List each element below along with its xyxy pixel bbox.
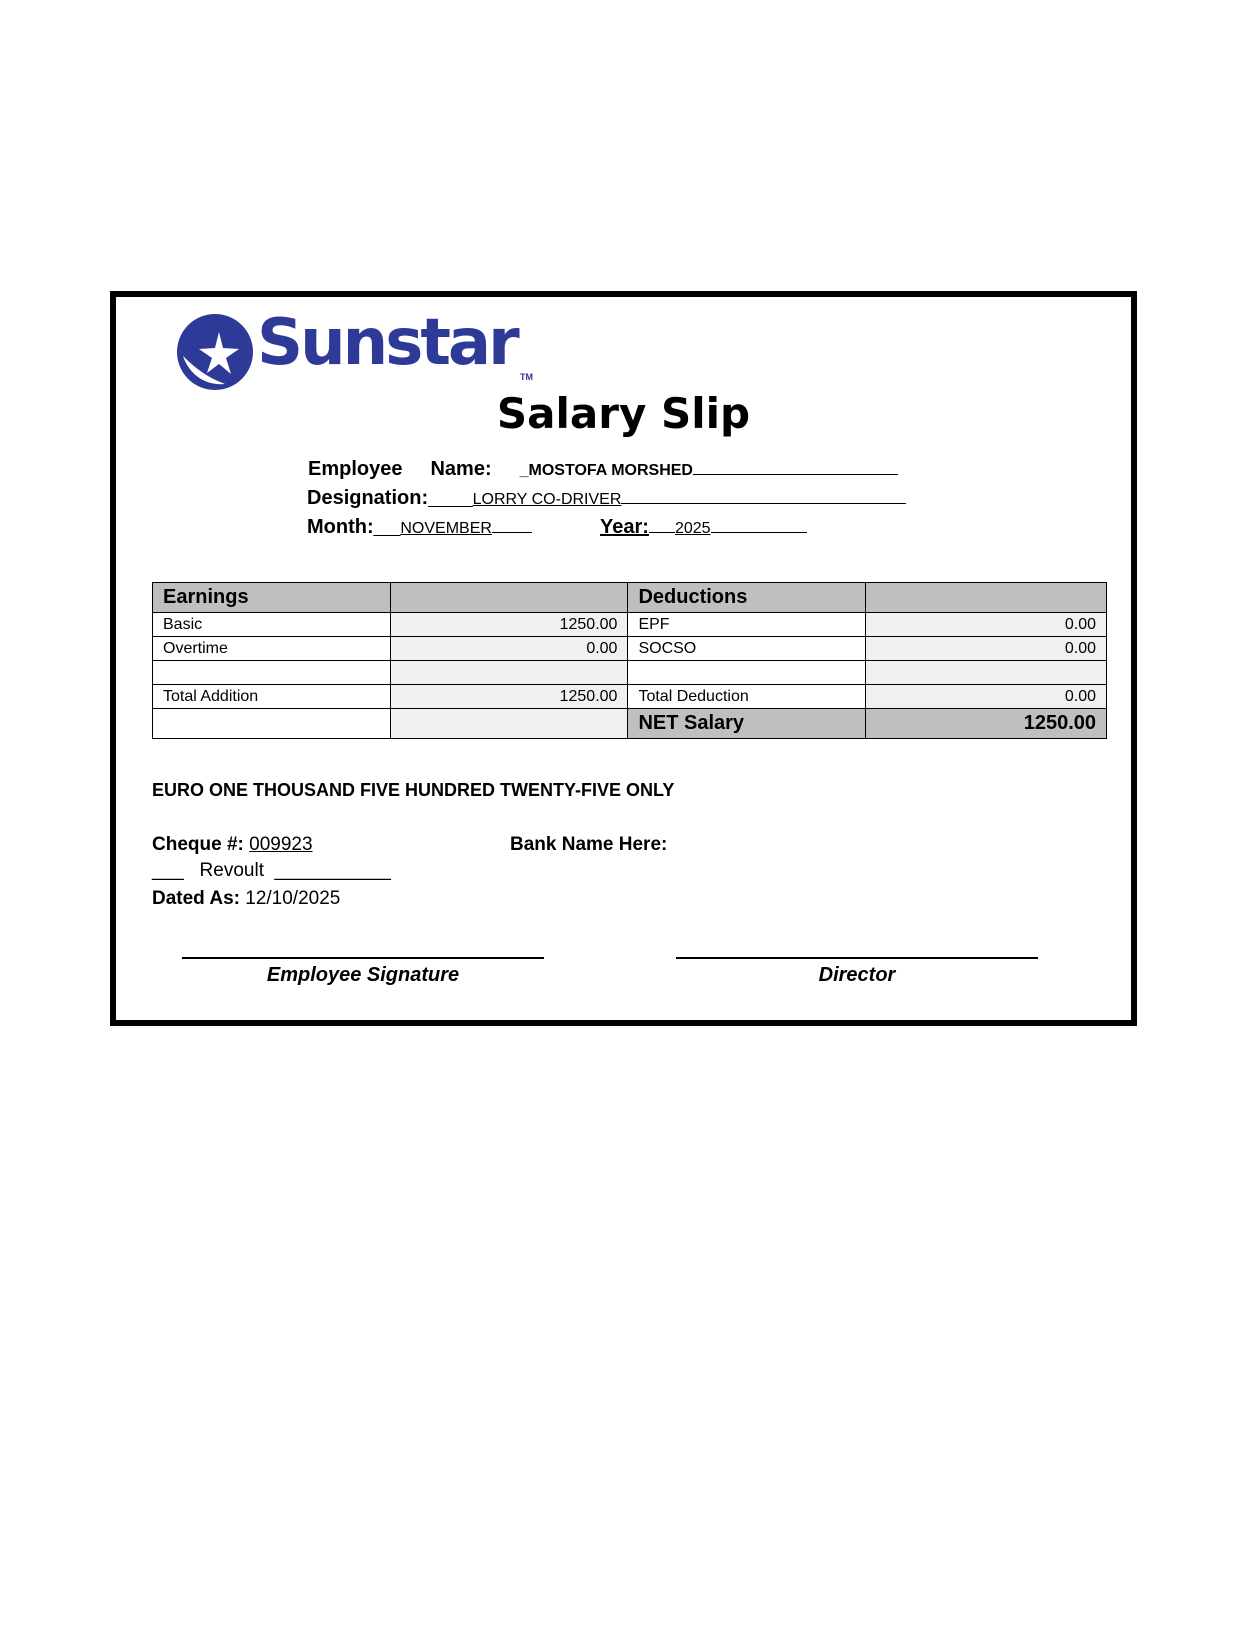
totals-row	[153, 685, 1107, 709]
earnings-deductions-table	[152, 582, 1107, 739]
signature-line	[676, 957, 1038, 959]
bank-trail: ___________	[274, 860, 391, 881]
net-salary-label: NET Salary	[628, 709, 866, 739]
title-text: Salary Slip	[496, 389, 751, 438]
bank-name-value: Revoult	[199, 860, 264, 881]
employee-name-value: _MOSTOFA MORSHED	[519, 462, 693, 479]
signature-line	[182, 957, 544, 959]
employee-signature-label: Employee Signature	[266, 964, 460, 986]
earning-amount: 1250.00	[390, 613, 628, 637]
designation-row	[307, 487, 906, 510]
designation-label: Designation:	[307, 487, 429, 509]
year-label: Year:	[600, 516, 649, 538]
cheque-row	[152, 834, 313, 856]
table-row	[153, 637, 1107, 661]
deduction-amount: 0.00	[866, 637, 1107, 661]
earning-amount: 0.00	[390, 637, 628, 661]
deduction-amount: 0.00	[866, 613, 1107, 637]
empty-cell	[153, 709, 391, 739]
total-addition-label: Total Addition	[153, 685, 391, 709]
designation-value: LORRY CO-DRIVER	[472, 491, 622, 508]
salary-slip	[110, 291, 1137, 1026]
director-signature-block	[676, 957, 1038, 987]
company-logo	[175, 306, 535, 397]
deduction-amount	[866, 661, 1107, 685]
employee-label: Employee	[308, 458, 403, 480]
dated-label: Dated As:	[152, 888, 240, 909]
bank-label: Bank Name Here:	[510, 834, 668, 855]
name-label: Name:	[430, 458, 492, 480]
employee-signature-block	[182, 957, 544, 987]
dated-row	[152, 888, 340, 910]
year-row	[600, 516, 807, 539]
year-value: 2025	[674, 520, 711, 537]
bank-name-row	[152, 860, 391, 882]
empty-cell	[390, 709, 628, 739]
sunstar-star-icon	[175, 312, 255, 392]
designation-lead: _____	[428, 491, 473, 508]
net-salary-value: 1250.00	[866, 709, 1107, 739]
bank-lead: ___	[152, 860, 184, 881]
total-deduction-label: Total Deduction	[628, 685, 866, 709]
trademark-mark: TM	[520, 372, 533, 382]
earning-label: Overtime	[153, 637, 391, 661]
month-row	[307, 516, 532, 539]
document-title	[116, 389, 1131, 438]
earnings-amount-header	[390, 583, 628, 613]
deduction-label	[628, 661, 866, 685]
total-deduction-amount: 0.00	[866, 685, 1107, 709]
total-addition-amount: 1250.00	[390, 685, 628, 709]
cheque-label: Cheque #:	[152, 834, 244, 855]
employee-name-row	[308, 458, 898, 481]
month-lead: ___	[373, 520, 401, 537]
director-signature-label: Director	[818, 964, 896, 986]
logo-wordmark: Sunstar	[257, 306, 517, 380]
earning-label: Basic	[153, 613, 391, 637]
month-label: Month:	[307, 516, 374, 538]
dated-value: 12/10/2025	[245, 888, 341, 909]
earning-amount	[390, 661, 628, 685]
deductions-amount-header	[866, 583, 1107, 613]
table-row	[153, 613, 1107, 637]
deduction-label: SOCSO	[628, 637, 866, 661]
net-salary-row	[153, 709, 1107, 739]
amount-in-words: EURO ONE THOUSAND FIVE HUNDRED TWENTY-FIVE ONLY	[152, 780, 675, 800]
table-row	[153, 661, 1107, 685]
earnings-header: Earnings	[153, 583, 391, 613]
earning-label	[153, 661, 391, 685]
deductions-header: Deductions	[628, 583, 866, 613]
deduction-label: EPF	[628, 613, 866, 637]
month-value: NOVEMBER	[400, 520, 492, 537]
cheque-number: 009923	[249, 834, 313, 855]
table-header-row	[153, 583, 1107, 613]
